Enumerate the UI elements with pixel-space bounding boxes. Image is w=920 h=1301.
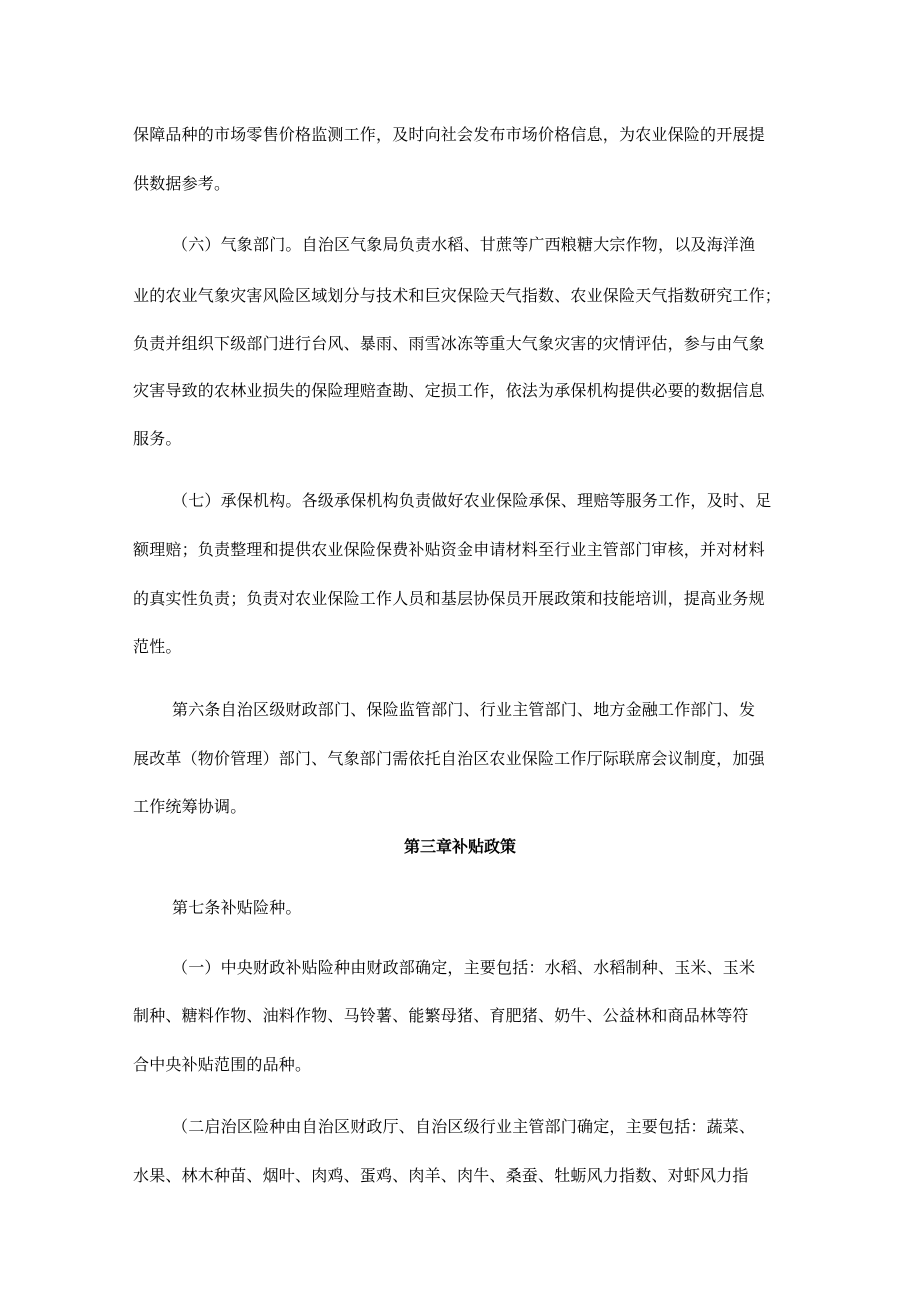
body-line-8: （七）承保机构。各级承保机构负责做好农业保险承保、理赔等服务工作，及时、足 [172,491,772,510]
body-line-11: 范性。 [133,637,182,656]
body-line-10: 的真实性负责；负责对农业保险工作人员和基层协保员开展政策和技能培训，提高业务规 [133,589,765,608]
body-line-18: 合中央补贴范围的品种。 [133,1055,312,1074]
body-line-6: 灾害导致的农林业损失的保险理赔查勘、定损工作，依法为承保机构提供必要的数据信息 [133,381,765,400]
body-line-20: 水果、林木种苗、烟叶、肉鸡、蛋鸡、肉羊、肉牛、桑蚕、牡蛎风力指数、对虾风力指 [133,1166,749,1185]
body-line-15: 第七条补贴险种。 [172,898,302,917]
body-line-1: 保障品种的市场零售价格监测工作，及时向社会发布市场价格信息，为农业保险的开展提 [133,125,765,144]
body-line-7: 服务。 [133,429,182,448]
body-line-13: 展改革（物价管理）部门、气象部门需依托自治区农业保险工作厅际联席会议制度，加强 [133,749,765,768]
body-line-3: （六）气象部门。自治区气象局负责水稻、甘蔗等广西粮糖大宗作物，以及海洋渔 [172,235,756,254]
body-line-17: 制种、糖料作物、油料作物、马铃薯、能繁母猪、育肥猪、奶牛、公益林和商品林等符 [133,1006,749,1025]
body-line-19: （二启治区险种由自治区财政厅、自治区级行业主管部门确定，主要包括：蔬菜、 [172,1117,756,1136]
body-line-4: 业的农业气象灾害风险区域划分与技术和巨灾保险天气指数、农业保险天气指数研究工作； [133,286,782,305]
body-line-12: 第六条自治区级财政部门、保险监管部门、行业主管部门、地方金融工作部门、发 [172,700,756,719]
body-line-9: 额理赔；负责整理和提供农业保险保费补贴资金申请材料至行业主管部门审核，并对材料 [133,540,765,559]
body-line-5: 负责并组织下级部门进行台风、暴雨、雨雪冰冻等重大气象灾害的灾情评估，参与由气象 [133,334,765,353]
body-line-2: 供数据参考。 [133,174,231,193]
chapter-heading: 第三章补贴政策 [403,837,516,856]
body-line-14: 工作统筹协调。 [133,797,247,816]
body-line-16: （一）中央财政补贴险种由财政部确定，主要包括：水稻、水稻制种、玉米、玉米 [172,958,756,977]
